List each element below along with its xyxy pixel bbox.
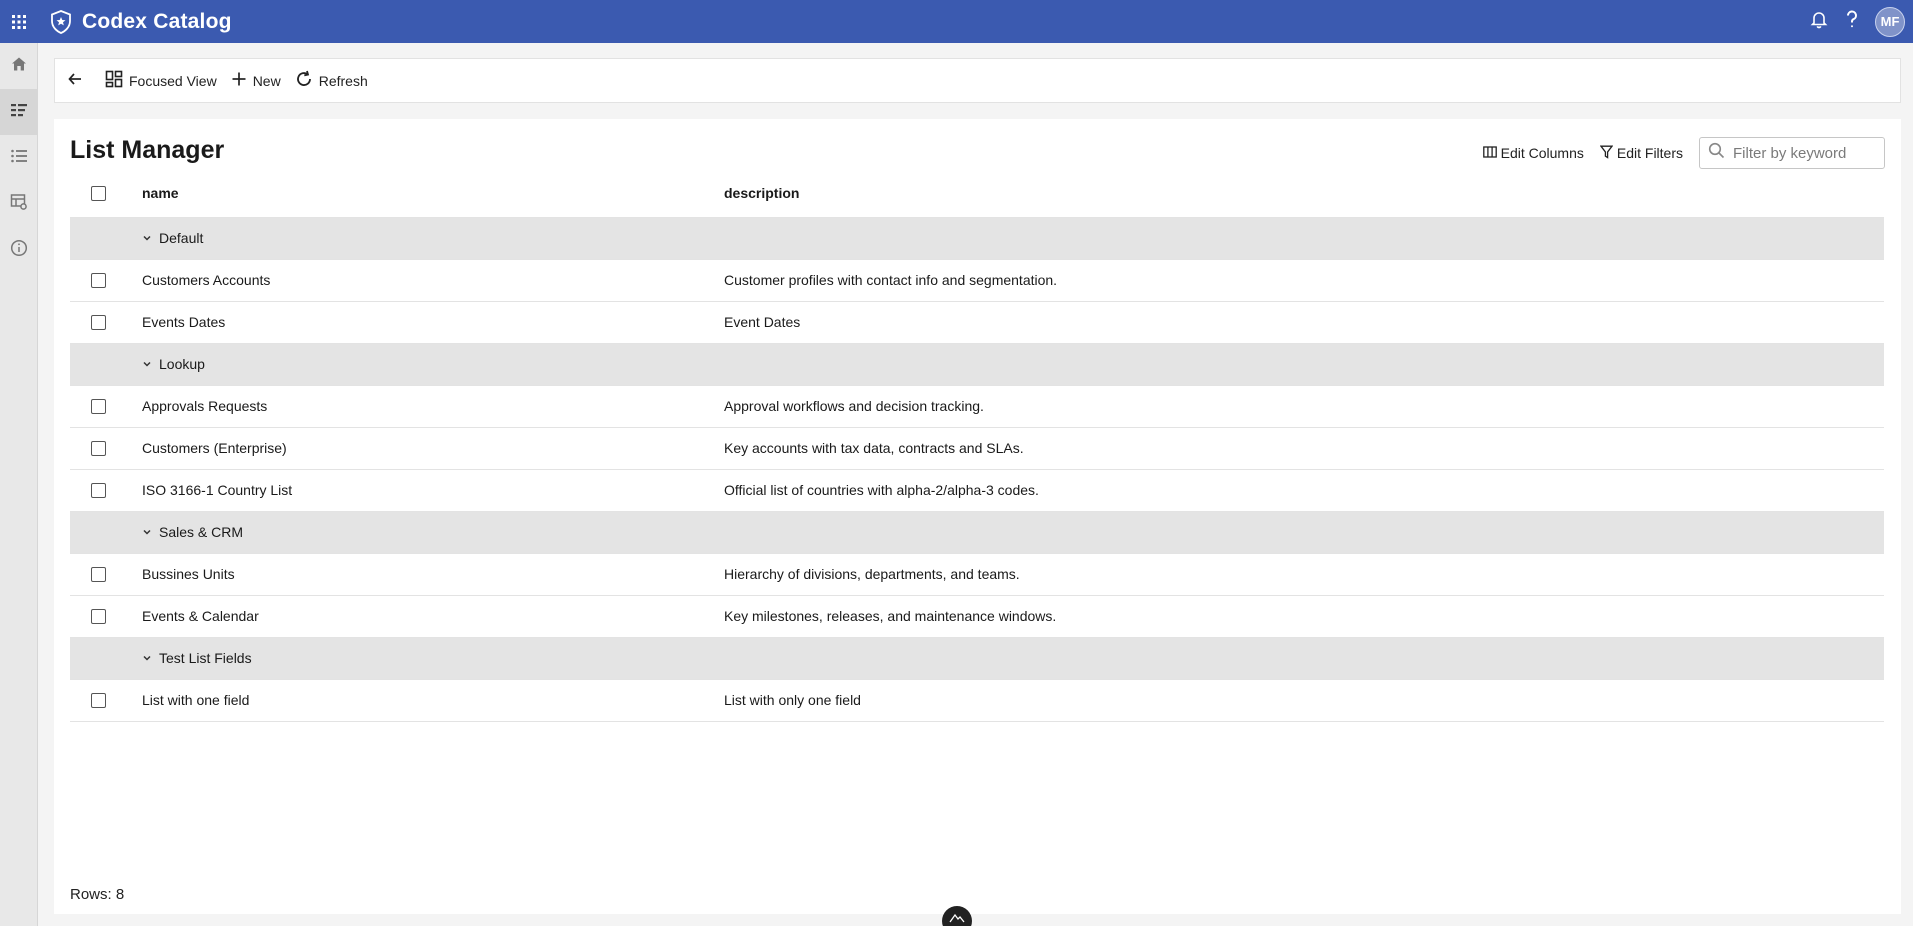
select-all-checkbox[interactable] [91,186,106,201]
group-row-lookup[interactable] [70,343,1884,385]
table-row[interactable] [70,595,1884,637]
group-label: Test List Fields [159,650,252,666]
row-description: Event Dates [724,301,1884,343]
table-row[interactable] [70,679,1884,721]
home-icon [11,56,27,77]
group-row-sales-crm[interactable] [70,511,1884,553]
row-name: Events Dates [142,301,724,343]
row-count: Rows: 8 [70,886,125,903]
row-name: List with one field [142,679,724,721]
table-settings-icon [10,193,28,216]
group-row-default[interactable] [70,217,1884,259]
row-name: Customers Accounts [142,259,724,301]
column-header-name[interactable]: name [142,169,724,217]
table-row[interactable] [70,385,1884,427]
chevron-down-icon[interactable] [142,524,152,540]
row-checkbox[interactable] [91,315,106,330]
row-description: Key milestones, releases, and maintenance windows. [724,595,1884,637]
sidebar-item-lists[interactable] [0,135,38,181]
info-icon [10,239,28,262]
row-description: Key accounts with tax data, contracts and SLAs. [724,427,1884,469]
row-checkbox[interactable] [91,609,106,624]
group-label: Sales & CRM [159,524,244,540]
row-name: ISO 3166-1 Country List [142,469,724,511]
chevron-down-icon[interactable] [142,650,152,666]
row-checkbox[interactable] [91,483,106,498]
page-title: List Manager [70,136,225,164]
edit-filters-button[interactable] [1600,145,1683,162]
table-row[interactable] [70,427,1884,469]
table-row[interactable] [70,553,1884,595]
bulleted-list-icon [10,148,28,169]
chevron-down-icon[interactable] [142,356,152,372]
row-checkbox[interactable] [91,693,106,708]
app-title[interactable]: Codex Catalog [82,9,232,33]
group-label: Default [159,230,204,246]
list-table [70,169,1884,722]
new-label: New [252,72,281,89]
sidebar-item-table-settings[interactable] [0,181,38,227]
select-all-cell [70,169,142,217]
edit-columns-button[interactable] [1483,145,1584,161]
back-button[interactable] [67,71,83,90]
main-view [54,119,1901,914]
refresh-icon [295,70,313,91]
application-toolbar [1809,0,1905,43]
columns-icon [1483,145,1497,161]
page-toolbar [54,58,1901,103]
column-header-description[interactable]: description [724,169,1884,217]
row-checkbox[interactable] [91,399,106,414]
list-view-icon [10,102,28,123]
row-description: Approval workflows and decision tracking. [724,385,1884,427]
top-navigation-bar [0,0,1913,43]
search-input[interactable] [1733,145,1873,162]
group-row-test-list-fields[interactable] [70,637,1884,679]
sidebar-item-home[interactable] [0,43,38,89]
sidebar-item-info[interactable] [0,227,38,273]
table-row[interactable] [70,301,1884,343]
row-checkbox[interactable] [91,273,106,288]
bell-icon[interactable] [1809,9,1829,34]
row-name: Events & Calendar [142,595,724,637]
filter-icon [1600,145,1613,162]
apps-grid-icon[interactable] [0,0,38,43]
sidebar [0,43,38,926]
user-avatar[interactable]: MF [1875,7,1905,37]
table-header-row [70,169,1884,217]
new-button[interactable] [231,71,281,90]
row-name: Approvals Requests [142,385,724,427]
sidebar-item-list-manager[interactable] [0,89,38,135]
row-name: Customers (Enterprise) [142,427,724,469]
row-checkbox[interactable] [91,441,106,456]
focused-view-button[interactable] [105,70,217,91]
refresh-label: Refresh [318,72,368,89]
edit-columns-label: Edit Columns [1500,145,1584,161]
view-toolbar [1483,137,1885,169]
group-label: Lookup [159,356,205,372]
help-icon[interactable] [1843,9,1861,34]
focused-view-label: Focused View [129,72,217,89]
edit-filters-label: Edit Filters [1616,145,1683,161]
row-checkbox[interactable] [91,567,106,582]
row-description: Official list of countries with alpha-2/alpha-3 codes. [724,469,1884,511]
shield-logo-icon [48,9,74,35]
row-description: List with only one field [724,679,1884,721]
table-row[interactable] [70,259,1884,301]
plus-icon [231,71,247,90]
keyword-filter-field[interactable] [1699,137,1885,169]
search-icon [1708,142,1725,164]
table-row[interactable] [70,469,1884,511]
dashboard-icon [105,70,123,91]
row-description: Hierarchy of divisions, departments, and teams. [724,553,1884,595]
chevron-down-icon[interactable] [142,230,152,246]
row-name: Bussines Units [142,553,724,595]
arrow-left-icon [67,71,83,90]
refresh-button[interactable] [295,70,368,91]
row-description: Customer profiles with contact info and segmentation. [724,259,1884,301]
